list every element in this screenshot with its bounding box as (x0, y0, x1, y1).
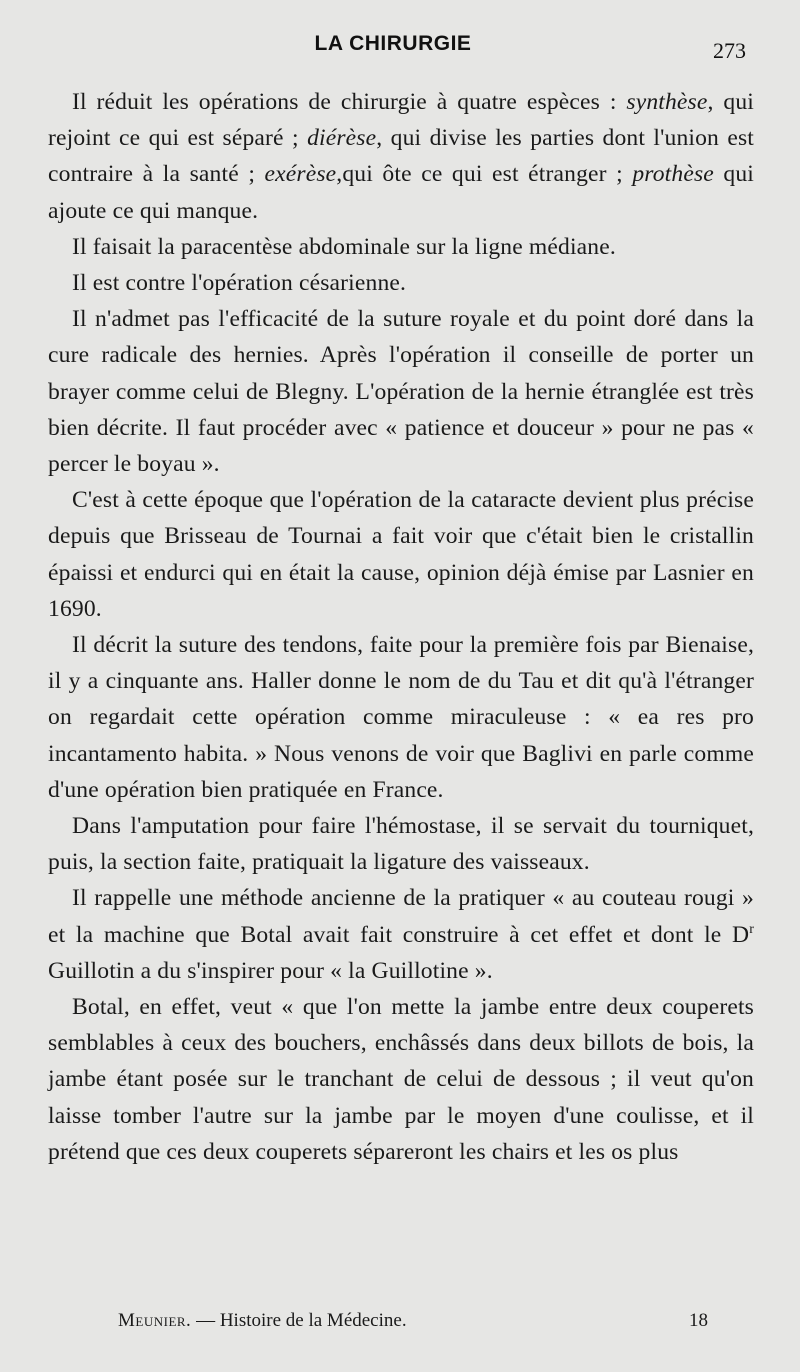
superscript: r (749, 921, 754, 937)
paragraph-operations (48, 84, 754, 229)
paragraph-hernies: Il n'admet pas l'efficacité de la suture royale et du point doré dans la cure radicale des hernies. Après l'opération il conseille de porter un brayer comme celui de Blegny. L'opération de la hernie étranglée est très bien décrite. Il faut procéder avec « patience et douceur » pour ne pas « percer le boyau ». (48, 306, 754, 478)
italic-term: prothèse (632, 161, 714, 188)
text-run: , qui divise les parties dont l'union est contraire à la santé ; (48, 125, 754, 188)
paragraph-cesarienne: Il est contre l'opération césarienne. (72, 270, 407, 297)
paragraph-cataracte: C'est à cette époque que l'opération de la cataracte devient plus précise depuis que Brisseau de Tournai a fait voir que c'était bien le cristallin épaissi et endurci qui en était la cause, opinion déjà émise par Lasnier en 1690. (48, 487, 754, 622)
running-title: LA CHIRURGIE (314, 32, 472, 55)
text-run: ,qui ôte ce qui est étranger ; (336, 161, 633, 188)
body-text (48, 84, 754, 1170)
text-run: Il réduit les opérations de chirurgie à quatre espèces : (72, 89, 627, 115)
signature-mark: 18 (689, 1310, 708, 1331)
italic-term: synthèse (626, 89, 708, 115)
text-run: Il rappelle une méthode ancienne de la pratiquer « au couteau rougi » et la machine que Botal avait fait construire à cet effet et dont le D (48, 885, 754, 948)
text-run: Guillotin a du s'inspirer pour « la Guillotine ». (48, 957, 493, 984)
paragraph-tendons: Il décrit la suture des tendons, faite pour la première fois par Bienaise, il y a cinquante ans. Haller donne le nom de du Tau et dit qu'à l'étranger on regardait cette opération comme miraculeuse : « ea res pro incantamento habita. » Nous venons de voir que Baglivi en parle comme d'une opération bien pratiquée en France. (48, 632, 754, 803)
footer-author: Meunier. (118, 1310, 192, 1331)
text-run: qui ajoute ce qui manque. (48, 161, 754, 224)
page-footer (118, 1310, 708, 1340)
paragraph-guillotine (48, 880, 754, 989)
footer-title: — Histoire de la Médecine. (191, 1310, 407, 1331)
italic-term: exérèse (264, 161, 337, 188)
page-header (48, 32, 746, 66)
paragraph-paracentese: Il faisait la paracentèse abdominale sur la ligne médiane. (72, 233, 616, 260)
paragraph-amputation: Dans l'amputation pour faire l'hémostase, il se servait du tourniquet, puis, la section faite, pratiquait la ligature des vaisseaux. (48, 813, 754, 876)
text-run: , qui rejoint ce qui est séparé ; (48, 89, 754, 152)
italic-term: diérèse (307, 125, 377, 152)
paragraph-botal: Botal, en effet, veut « que l'on mette la jambe entre deux couperets semblables à ceux des bouchers, enchâssés dans deux billots de bois, la jambe étant posée sur le tranchant de celui de dessous ; il veut qu'on laisse tomber l'autre sur la jambe par le moyen d'une coulisse, et il prétend que ces deux couperets sépareront les chairs et les os plus (48, 994, 754, 1165)
page-number: 273 (713, 38, 746, 63)
